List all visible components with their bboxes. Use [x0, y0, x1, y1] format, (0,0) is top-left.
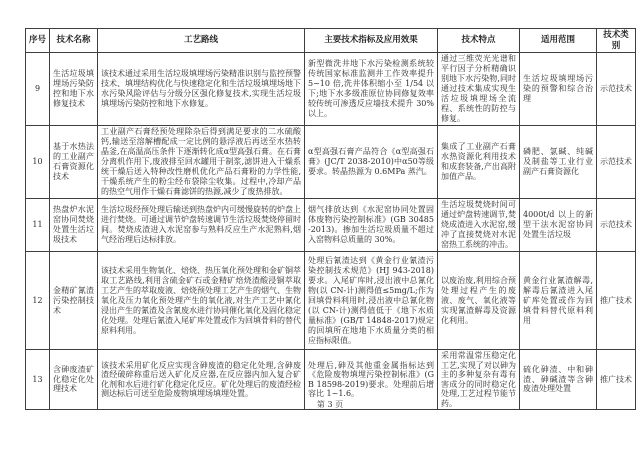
cell-no: 9	[26, 53, 50, 126]
col-header-indicators: 主要技术指标及应用效果	[305, 29, 438, 53]
cell-indicators: 处理后,砷及其他重金属指标达到《危险废物填埋污染控制标准》(GB 18598-2019)要求。处理前后增容比 1~1.6。	[305, 350, 438, 410]
table-row	[26, 53, 636, 126]
col-header-features: 技术特点	[438, 29, 520, 53]
cell-features: 集成了工业副产石膏水热资源化利用技术和成套装备,产出高附加值产品。	[438, 126, 520, 199]
col-header-process-route: 工艺路线	[98, 29, 305, 53]
col-header-category: 技术类别	[597, 29, 636, 53]
cell-tech-name: 基于水热法的工业副产石膏资源化技术	[50, 126, 98, 199]
table-row	[26, 126, 636, 199]
cell-tech-name: 热盘炉水泥窑协同焚烧处置生活垃圾技术	[50, 199, 98, 252]
cell-features: 生活垃圾焚烧时间可通过炉盘转速调节,焚烧成渣进入水泥窑,缓冲了直接焚烧对水泥窑热工系统的冲击。	[438, 199, 520, 252]
cell-no: 11	[26, 199, 50, 252]
cell-route: 该技术采用矿化反应实现含砷废渣的稳定化处理,含砷废渣经破碎称重后送入矿化反应器,在反应器内加入复合矿化剂和水后进行矿化稳定化反应。矿化处理后的废渣经检测达标后可送至危险废物填埋场填埋处置。	[98, 350, 305, 410]
cell-scope: 4000t/d 以上的新型干法水泥窑协同处置生活垃圾	[520, 199, 597, 252]
cell-scope: 磷肥、氯碱、纯碱及制盐等工业行业副产石膏资源化	[520, 126, 597, 199]
cell-route: 生活垃圾经预处理后输送到热盘炉内可缓慢旋转的炉盘上进行焚烧。可通过调节炉盘转速调节生活垃圾焚烧停留时间。焚烧成渣进入水泥窑参与熟料反应生产水泥熟料,烟气经治理后达标排放。	[98, 199, 305, 252]
cell-indicators: 处理后氰渣达到《黄金行业氰渣污染控制技术规范》(HJ 943-2018)要求。入尾矿库时,浸出液中总氰化物(以 CN-计)测得值≤5mg/L;作为回填骨料利用时,浸出液中总氰化物(以 CN-计)测得值低于《地下水质量标准》(GB/T 14848-2017)规定的回填所在地地下水质量分类的相应指标限值。	[305, 252, 438, 350]
cell-no: 10	[26, 126, 50, 199]
cell-category: 示范技术	[597, 53, 636, 126]
cell-features: 采用常温常压稳定化工艺,实现了对以砷为主的多种复杂有毒有害成分的同时稳定化处理,工艺过程节能节药。	[438, 350, 520, 410]
cell-route: 工业副产石膏经预处理除杂后得到满足要求的二水硫酸钙,输送至溶解槽配成一定比例的悬浮液后再送至水热转晶釜,在高温高压条件下逐渐转化成α型高强石膏。在石膏分离机作用下,废液排至回水罐用于制浆,滤饼进入干燥系统干燥后送入特种改性磨机优化产品石膏粉的力学性能,干燥系统产生的粉尘经布袋除尘收集。过程中,冷却产品的热空气用作干燥石膏滤饼的热源,减少了废热排放。	[98, 126, 305, 199]
technology-table	[25, 28, 636, 410]
cell-scope: 黄金行业氰渣解毒,解毒后氰渣进入尾矿库处置或作为回填骨料替代原料利用	[520, 252, 597, 350]
table-row	[26, 199, 636, 252]
cell-tech-name: 含砷废渣矿化稳定化处理技术	[50, 350, 98, 410]
cell-scope: 生活垃圾填埋场污染的预警和综合治理	[520, 53, 597, 126]
cell-category: 示范技术	[597, 199, 636, 252]
cell-indicators: 烟气排放达到《水泥窑协同处置固体废物污染控制标准》(GB 30485-2013)。掺加生活垃圾质量不超过入窑物料总质量的 30%。	[305, 199, 438, 252]
cell-tech-name: 金精矿氰渣污染控制技术	[50, 252, 98, 350]
col-header-tech-name: 技术名称	[50, 29, 98, 53]
cell-no: 12	[26, 252, 50, 350]
col-header-scope: 适用范围	[520, 29, 597, 53]
cell-category: 推广技术	[597, 252, 636, 350]
cell-features: 以废治废,利用综合预处理过程产生的废液、废气、氧化液等实现氰渣解毒及资源化利用。	[438, 252, 520, 350]
table-header-row	[26, 29, 636, 53]
cell-indicators: 新型微洗井地下水污染检测系统较传统国家标准监测井工作效率提升 5~10 倍,洗井体积缩小至 1/54 以下;地下水多级准原位协同修复效率较传统可渗透反应墙技术提升 30%以上。	[305, 53, 438, 126]
cell-category: 推广技术	[597, 350, 636, 410]
cell-route: 该技术采用生物氧化、焙烧、热压氧化预处理和金矿铜萃取工艺路线,利用含硫金矿石或金精矿焙烧渣酸浸铜萃取工艺产生的萃取废液、焙烧预处理工艺产生的烟气、生物氧化及压力氧化预处理产生的氧化液,对生产工艺中氰化浸出产生的氰渣及含氰废水进行协同催化氧化及固化稳定化处理。处理后氰渣入尾矿库处置或作为回填骨料的替代原料利用。	[98, 252, 305, 350]
page-number: 第 3 页	[316, 400, 344, 409]
cell-features: 通过三维荧光光谱和平行因子分析精确识别地下水污染物,同时通过技术集成实现生活垃圾填埋场全流程、系统性的防控与修复。	[438, 53, 520, 126]
cell-no: 13	[26, 350, 50, 410]
cell-route: 该技术通过采用生活垃圾填埋场污染精准识别与监控预警技术、填埋结构优化与快速稳定化和生活垃圾填埋场地下水污染风险评估与分级分区强化修复技术,实现生活垃圾填埋场污染防控和地下水修复。	[98, 53, 305, 126]
cell-scope: 硫化砷渣、中和砷渣、砷碱渣等含砷废渣处理处置	[520, 350, 597, 410]
table-row	[26, 252, 636, 350]
cell-indicators: α型高强石膏产品符合《α型高强石膏》(JC/T 2038-2010)中α50等级要求。转晶热源为 0.6MPa 蒸汽。	[305, 126, 438, 199]
cell-tech-name: 生活垃圾填埋场污染防控和地下水修复技术	[50, 53, 98, 126]
col-header-no: 序号	[26, 29, 50, 53]
cell-category: 示范技术	[597, 126, 636, 199]
